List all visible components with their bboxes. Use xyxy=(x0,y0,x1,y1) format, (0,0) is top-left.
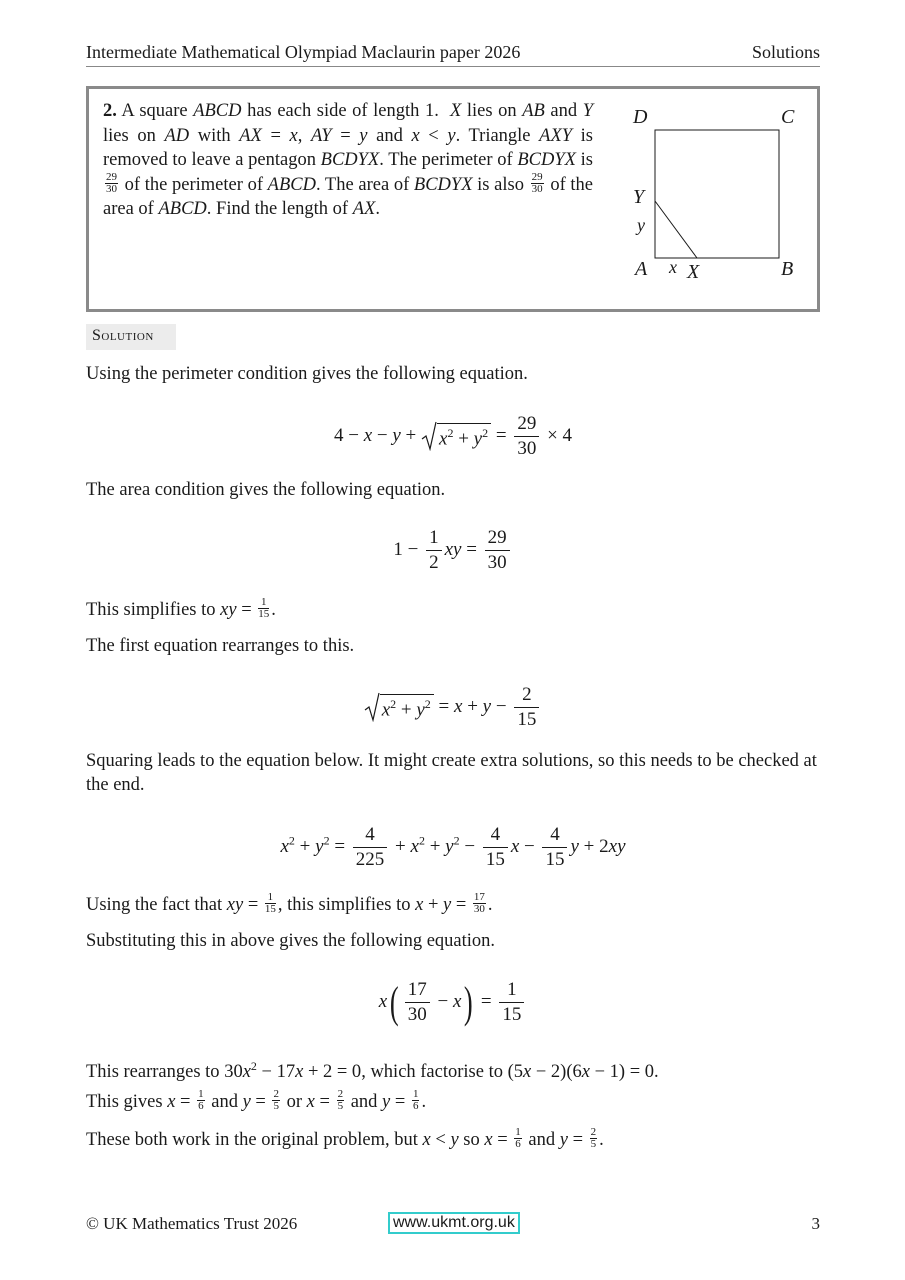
fraction-2-15: $\frac{2}{15}$ xyxy=(514,683,539,732)
page-footer xyxy=(86,1212,820,1240)
solution-para-5: Squaring leads to the equation below. It might create extra solutions, so this needs to be checked at the end. xyxy=(86,751,817,795)
equation-rearranged: $x^2 + y^2 = x + y$ − $\frac{2}{15}$ xyxy=(86,683,820,732)
label-y: Y xyxy=(633,186,645,208)
sqrt-x2-y2-b: $x^2 + y^2$ xyxy=(364,694,434,721)
equation-substituted: x( $\frac{17}{30}$ − x) = $\frac{1}{15}$ xyxy=(86,978,820,1027)
section-label: Solutions xyxy=(751,42,820,62)
equation-area: 1 − $\frac{1}{2}$ xy = $\frac{29}{30}$ xyxy=(86,526,820,575)
solution-para-10: These both work in the original problem, but x < y so x = $\frac{1}{6}$ and y = $\frac{2}{5}$ . xyxy=(86,1126,604,1151)
page-number: 3 xyxy=(811,1214,820,1233)
website-link[interactable]: www.ukmt.org.uk xyxy=(388,1212,520,1234)
segment-xy xyxy=(655,201,697,258)
fraction-1-2: $\frac{1}{2}$ xyxy=(426,526,442,575)
label-c: C xyxy=(781,106,795,128)
page-header xyxy=(86,40,820,67)
copyright: © UK Mathematics Trust 2026 xyxy=(86,1214,298,1233)
fraction-1-15-c: $\frac{1}{15}$ xyxy=(499,978,524,1027)
solution-para-1: Using the perimeter condition gives the following equation. xyxy=(86,364,528,384)
solution-para-4: The first equation rearranges to this. xyxy=(86,636,355,656)
label-a: A xyxy=(635,258,648,280)
label-x-length: x xyxy=(669,257,677,277)
solution-para-7: Substituting this in above gives the following equation. xyxy=(86,931,496,951)
fraction-2-5-b: $\frac{2}{5}$ xyxy=(337,1088,344,1113)
fraction-17-30-a: $\frac{17}{30}$ xyxy=(473,891,485,916)
question-number: 2. xyxy=(103,101,117,121)
solution-para-2: The area condition gives the following equation. xyxy=(86,480,446,500)
fraction-4-15-a: $\frac{4}{15}$ xyxy=(483,823,508,872)
label-x: X xyxy=(687,261,700,283)
solution-para-6: Using the fact that xy = $\frac{1}{15}$ , this simplifies to x + y = $\frac{17}{30}$ . xyxy=(86,891,493,916)
question-text: 2. A square ABCD has each side of length 1. X lies on AB and Y lies on AD with AX = x, AY = y and x < y. Triangle AXY is removed to leave a pentagon BCDYX. The perimeter of BCDYX is $\frac{29}{30}$ of the perimeter of ABCD. The area of BCDYX is also $\frac{29}{30}$ of the area of ABCD. Find the length of AX. xyxy=(103,101,594,219)
fraction-1-6-c: $\frac{1}{6}$ xyxy=(515,1126,521,1151)
sqrt-x2-y2: $x^2 + y^2$ xyxy=(421,423,491,450)
fraction-1-6-a: $\frac{1}{6}$ xyxy=(198,1088,204,1113)
fraction-2-5-a: $\frac{2}{5}$ xyxy=(273,1088,279,1113)
square-abcd xyxy=(655,130,779,258)
fraction-4-225: $\frac{4}{225}$ xyxy=(353,823,388,872)
fraction-1-15-b: $\frac{1}{15}$ xyxy=(264,891,276,916)
fraction-29-30-eq1: $\frac{29}{30}$ xyxy=(514,412,539,461)
label-b: B xyxy=(781,258,794,280)
solution-para-8: This rearranges to $30x^2 - 17x + 2 = 0$, which factorise to (5x − 2)(6x − 1) = 0. xyxy=(86,1059,659,1083)
solution-badge: Solution xyxy=(86,324,176,350)
fraction-29-30-b: $\frac{29}{30}$ xyxy=(531,170,543,195)
square-diagram xyxy=(629,103,809,293)
solution-para-9: This gives x = $\frac{1}{6}$ and y = $\frac{2}{5}$ or x = $\frac{2}{5}$ and y = $\frac{1}{6}$ . xyxy=(86,1088,427,1113)
fraction-29-30-a: $\frac{29}{30}$ xyxy=(106,170,117,195)
fraction-1-15-a: $\frac{1}{15}$ xyxy=(258,596,270,621)
fraction-4-15-b: $\frac{4}{15}$ xyxy=(542,823,567,872)
equation-squared: $x^2 + y^2$ = $\frac{4}{225}$ + $x^2 + y^2$ − $\frac{4}{15}$ x − $\frac{4}{15}$ y + 2xy xyxy=(280,824,626,870)
question-box xyxy=(86,86,820,312)
paper-title: Intermediate Mathematical Olympiad Maclaurin paper 2026 xyxy=(86,42,521,62)
fraction-2-5-c: $\frac{2}{5}$ xyxy=(590,1126,597,1151)
fraction-1-6-b: $\frac{1}{6}$ xyxy=(412,1088,419,1113)
label-y-length: y xyxy=(637,215,645,235)
fraction-17-30-b: $\frac{17}{30}$ xyxy=(405,978,430,1027)
solution-para-3: This simplifies to xy = $\frac{1}{15}$ . xyxy=(86,596,276,621)
equation-perimeter: 4 − x − y + $x^2 + y^2$ = $\frac{29}{30}$ × 4 xyxy=(333,413,573,459)
label-d: D xyxy=(633,106,648,128)
fraction-29-30-eq2: $\frac{29}{30}$ xyxy=(485,526,510,575)
